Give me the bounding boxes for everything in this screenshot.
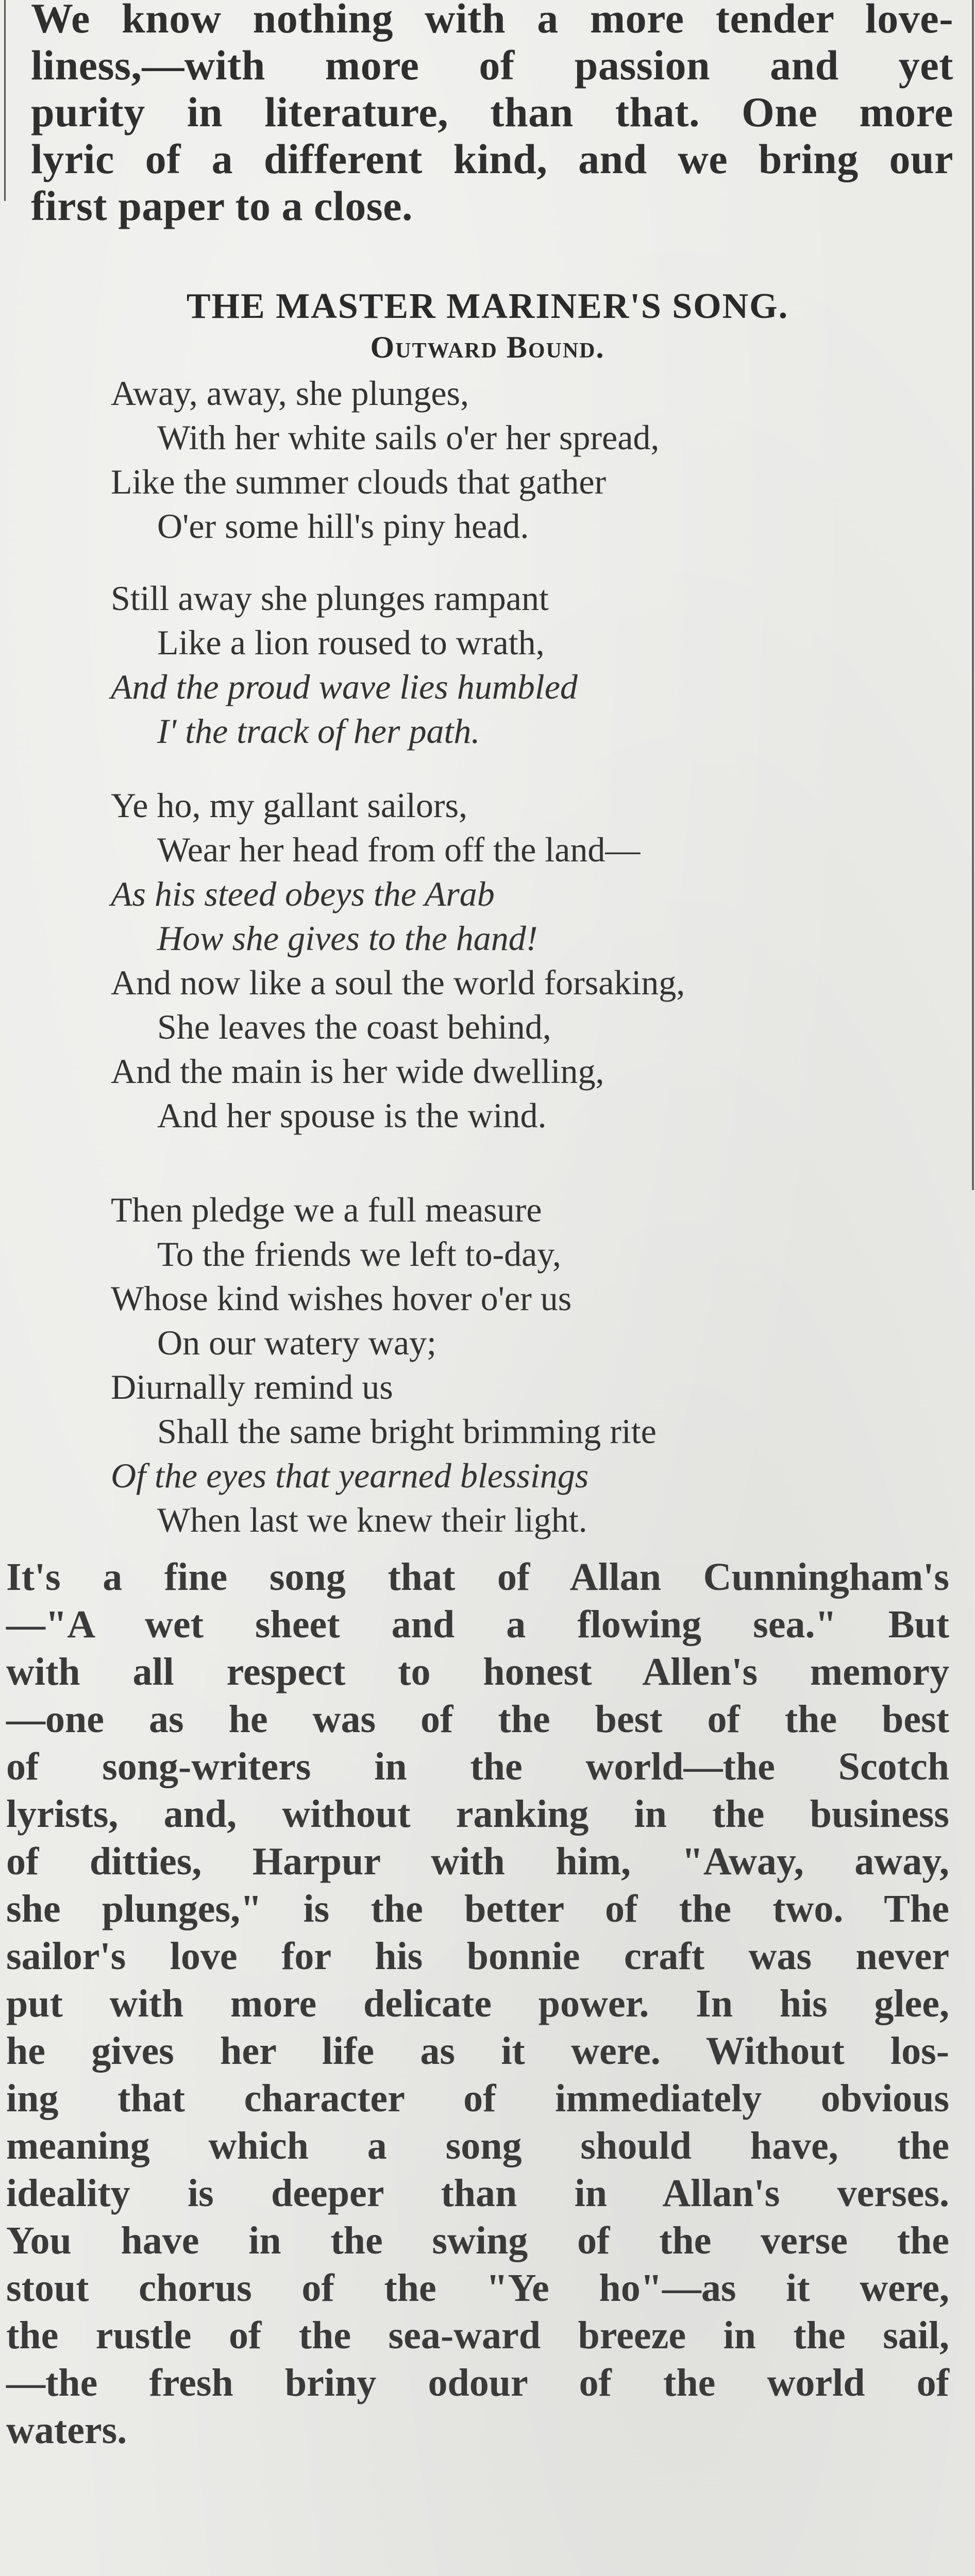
commentary-line: she plunges," is the better of the two. The xyxy=(6,1887,949,1930)
commentary-paragraph xyxy=(6,1553,949,2454)
poem-stanza-2 xyxy=(111,576,915,753)
poem-line: Wear her head from off the land— xyxy=(157,830,641,869)
poem-line: Still away she plunges rampant xyxy=(111,579,549,618)
poem-line: As his steed obeys the Arab xyxy=(111,874,495,913)
commentary-line: of ditties, Harpur with him, "Away, away, xyxy=(6,1840,949,1883)
commentary-line: ideality is deeper than in Allan's verses. xyxy=(6,2172,949,2215)
commentary-line: put with more delicate power. In his glee, xyxy=(6,1982,949,2025)
commentary-line: ing that character of immediately obvious xyxy=(6,2077,949,2120)
poem-subtitle: Outward Bound. xyxy=(370,330,605,364)
poem-line: Of the eyes that yearned blessings xyxy=(111,1456,589,1495)
poem-line: Ye ho, my gallant sailors, xyxy=(111,786,467,825)
poem-line: O'er some hill's piny head. xyxy=(157,506,529,546)
commentary-line: meaning which a song should have, the xyxy=(6,2124,949,2167)
commentary-line: sailor's love for his bonnie craft was never xyxy=(6,1935,949,1978)
poem-line: I' the track of her path. xyxy=(157,711,480,751)
poem-line: And now like a soul the world forsaking, xyxy=(111,963,685,1002)
intro-line: liness,—with more of passion and yet xyxy=(31,42,953,89)
poem-line: Like the summer clouds that gather xyxy=(111,462,607,501)
poem-stanza-4 xyxy=(111,1188,915,1542)
poem-line: And her spouse is the wind. xyxy=(157,1096,547,1135)
commentary-line: the rustle of the sea-ward breeze in the sail, xyxy=(6,2314,949,2357)
poem-line: Then pledge we a full measure xyxy=(111,1190,542,1229)
poem-line: Diurnally remind us xyxy=(111,1367,393,1406)
commentary-line: —"A wet sheet and a flowing sea." But xyxy=(6,1603,949,1646)
column-rule-left xyxy=(4,0,6,201)
poem-line: Away, away, she plunges, xyxy=(111,374,469,413)
intro-line: We know nothing with a more tender love- xyxy=(31,0,953,42)
poem-line: To the friends we left to-day, xyxy=(157,1234,561,1274)
poem-line: And the proud wave lies humbled xyxy=(111,667,578,706)
commentary-line: waters. xyxy=(6,2409,127,2452)
commentary-line: —the fresh briny odour of the world of xyxy=(6,2361,949,2404)
intro-line: purity in literature, than that. One more xyxy=(31,89,953,135)
poem-stanza-1 xyxy=(111,371,915,548)
poem-line: Like a lion roused to wrath, xyxy=(157,623,545,662)
poem-line: She leaves the coast behind, xyxy=(157,1007,551,1046)
intro-line: first paper to a close. xyxy=(31,182,413,229)
column-rule-right xyxy=(972,0,974,1190)
poem-title: THE MASTER MARINER'S SONG. xyxy=(186,286,789,326)
commentary-line: lyrists, and, without ranking in the business xyxy=(6,1792,949,1836)
poem-line: When last we knew their light. xyxy=(157,1500,587,1539)
intro-paragraph xyxy=(31,0,953,229)
poem-line: With her white sails o'er her spread, xyxy=(157,418,660,457)
commentary-line: —one as he was of the best of the best xyxy=(6,1698,949,1741)
commentary-line: You have in the swing of the verse the xyxy=(6,2219,949,2262)
commentary-line: It's a fine song that of Allan Cunningham's xyxy=(6,1555,949,1599)
poem-line: Shall the same bright brimming rite xyxy=(157,1412,657,1451)
poem-line: How she gives to the hand! xyxy=(157,919,538,958)
poem-line: Whose kind wishes hover o'er us xyxy=(111,1279,572,1318)
commentary-line: he gives her life as it were. Without los- xyxy=(6,2029,949,2073)
commentary-line: with all respect to honest Allen's memory xyxy=(6,1650,949,1693)
poem-line: And the main is her wide dwelling, xyxy=(111,1052,604,1091)
poem-stanza-3 xyxy=(111,783,915,1138)
intro-line: lyric of a different kind, and we bring our xyxy=(31,135,953,182)
poem-line: On our watery way; xyxy=(157,1323,436,1362)
commentary-line: of song-writers in the world—the Scotch xyxy=(6,1745,949,1788)
commentary-line: stout chorus of the "Ye ho"—as it were, xyxy=(6,2266,949,2310)
